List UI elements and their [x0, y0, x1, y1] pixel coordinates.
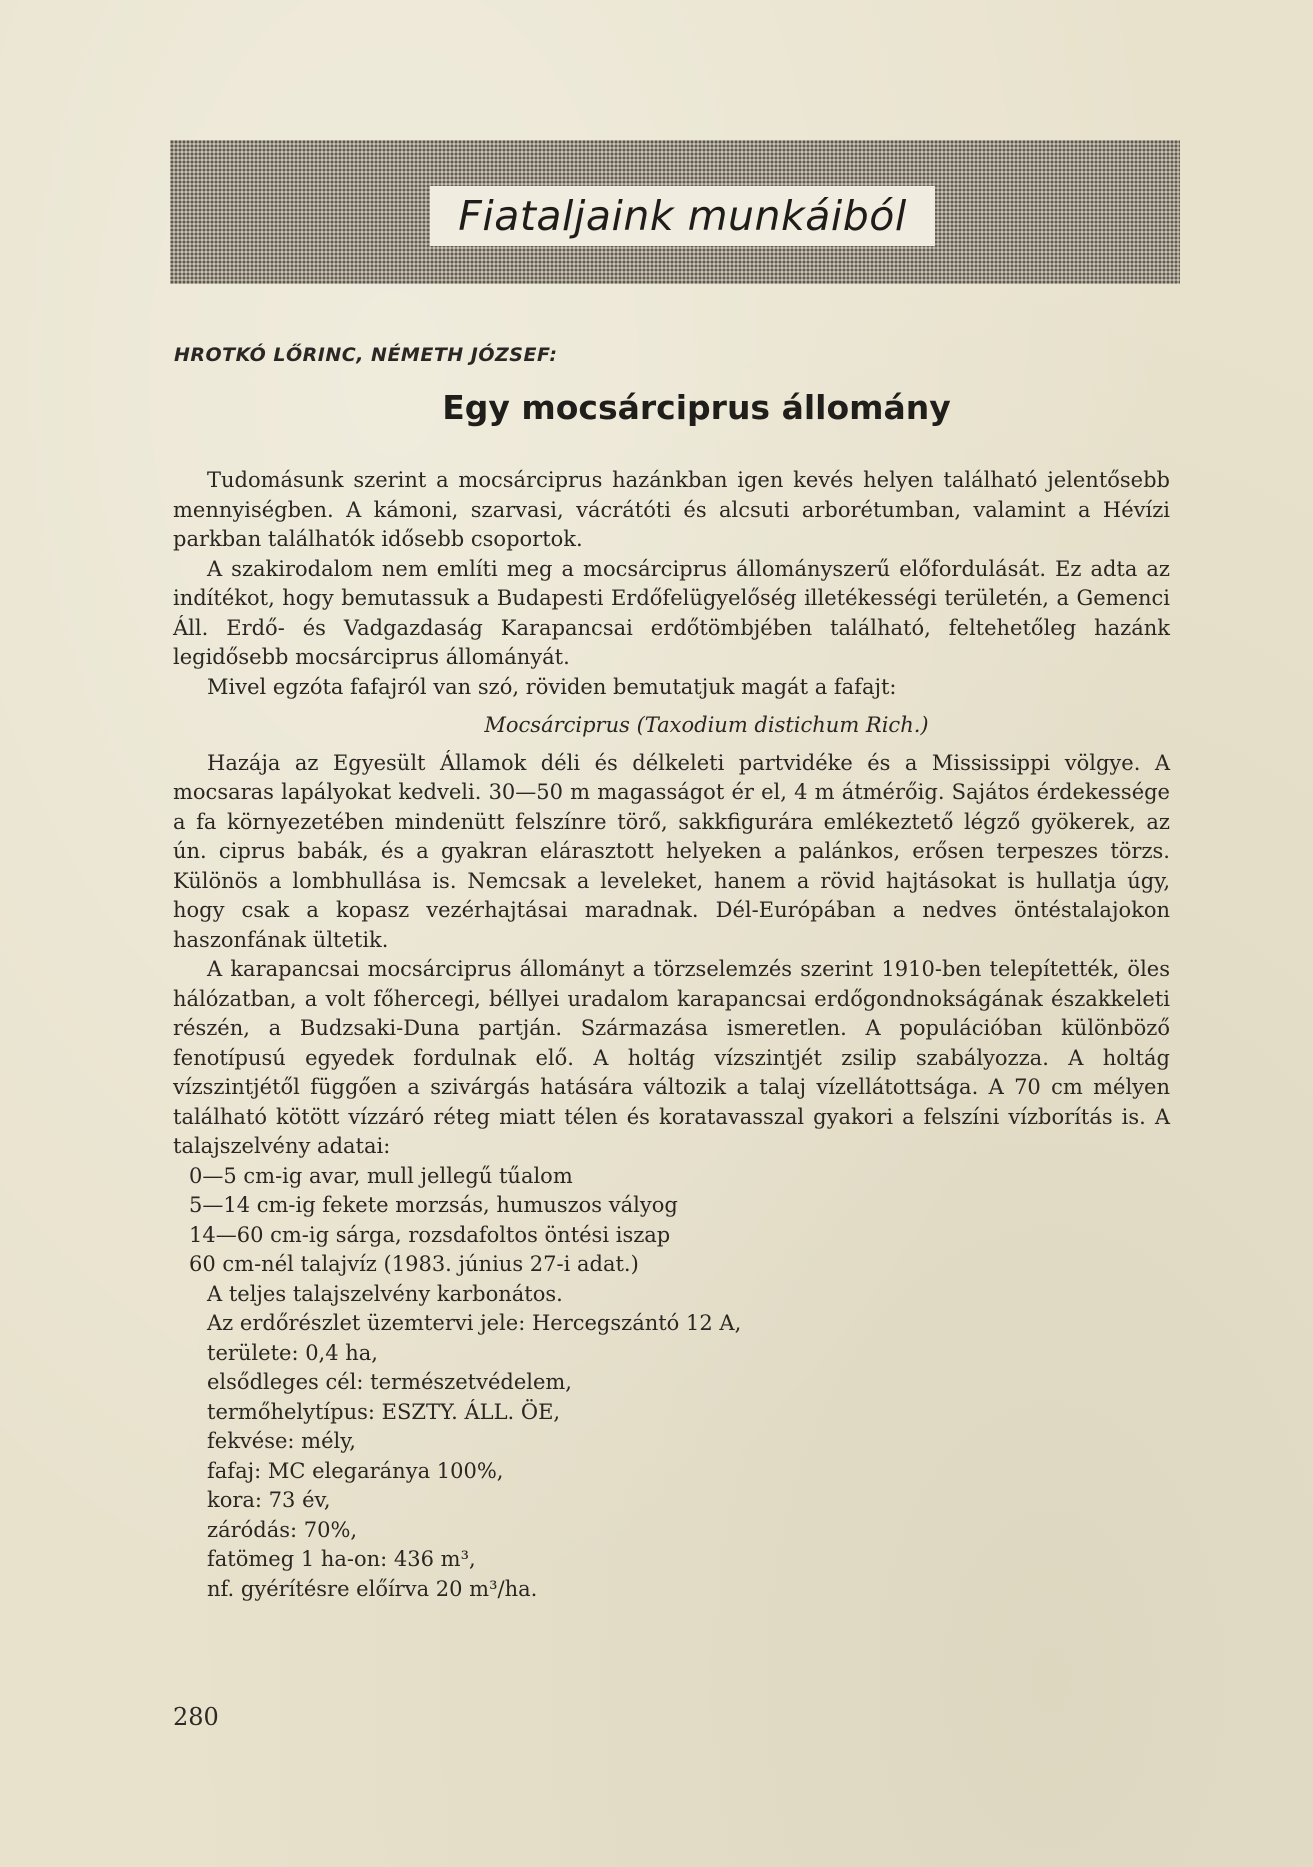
stand-data-item: fatömeg 1 ha-on: 436 m³,	[207, 1547, 476, 1571]
species-paragraph: Hazája az Egyesült Államok déli és délkeleti partvidéke és a Mississippi völgye. A mocsaras lapályokat kedveli. 30—50 m magasságot ér el, 4 m átmérőig. Sajátos érdekessége a fa környezetében mindenütt felszínre törő, sakkfigurára emlékeztető légző gyökerek, az ún. ciprus babák, és a gyakran elárasztott helyeken a palánkos, erősen terpeszes törzs. Különös a lombhullása is. Nemcsak a leveleket, hanem a rövid hajtásokat is hullatja úgy, hogy csak a kopasz vezérhajtásai maradnak. Dél-Európában a nedves öntéstalajokon haszonfának ültetik.	[173, 750, 1170, 952]
intro-paragraph: Tudomásunk szerint a mocsárciprus hazánkban igen kevés helyen található jelentősebb mennyiségben. A kámoni, szarvasi, vácrátóti és alcsuti arborétumban, valamint a Hévízi parkban találhatók idősebb csoportok.	[173, 468, 1170, 551]
soil-profile-item: 60 cm-nél talajvíz (1983. június 27-i adat.)	[189, 1252, 639, 1276]
soil-profile-item: 14—60 cm-ig sárga, rozsdafoltos öntési iszap	[189, 1222, 671, 1247]
stand-data-list	[173, 1309, 1170, 1604]
section-title: Fiataljaink munkáiból	[458, 192, 907, 240]
section-title-box	[430, 186, 935, 246]
stand-data-item: Az erdőrészlet üzemtervi jele: Hercegszántó 12 A,	[207, 1311, 742, 1335]
stand-data-item: területe: 0,4 ha,	[207, 1340, 378, 1365]
page-number: 280	[173, 1703, 219, 1731]
article-body	[173, 466, 1170, 1604]
article-authors: HROTKÓ LŐRINC, NÉMETH JÓZSEF:	[174, 344, 558, 366]
stand-data-item: fekvése: mély,	[207, 1429, 356, 1453]
section-banner	[170, 140, 1180, 284]
soil-profile-list	[173, 1162, 1170, 1280]
stand-data-item: fafaj: MC elegaránya 100%,	[207, 1458, 504, 1483]
soil-profile-item: 0—5 cm-ig avar, mull jellegű tűalom	[189, 1163, 573, 1188]
stand-data-item: termőhelytípus: ESZTY. ÁLL. ÖE,	[207, 1399, 561, 1424]
species-heading: Mocsárciprus (Taxodium distichum Rich.)	[484, 713, 929, 737]
soil-profile-item: 5—14 cm-ig fekete morzsás, humuszos vályog	[189, 1193, 678, 1217]
stand-data-item: záródás: 70%,	[207, 1517, 358, 1542]
stand-data-item: kora: 73 év,	[207, 1488, 331, 1512]
intro-paragraph: A szakirodalom nem említi meg a mocsárciprus állományszerű előfordulását. Ez adta az indítékot, hogy bemutassuk a Budapesti Erdőfelügyelőség illetékességi területén, a Gemenci Áll. Erdő- és Vadgazdaság Karapancsai erdőtömbjében található, feltehetőleg hazánk legidősebb mocsárciprus állományát.	[173, 556, 1170, 669]
stand-data-item: elsődleges cél: természetvédelem,	[207, 1370, 572, 1394]
article-title: Egy mocsárciprus állomány	[442, 388, 951, 427]
stand-paragraph: A karapancsai mocsárciprus állományt a törzselemzés szerint 1910-ben telepítették, öles hálózatban, a volt főhercegi, béllyei uradalom karapancsai erdőgondnokságának északkeleti részén, a Budzsaki-Duna partján. Származása ismeretlen. A populációban különböző fenotípusú egyedek fordulnak elő. A holtág vízszintjét zsilip szabályozza. A holtág vízszintjétől függően a szivárgás hatására változik a talaj vízellátottsága. A 70 cm mélyen található kötött vízzáró réteg miatt télen és koratavasszal gyakori a felszíni vízborítás is. A talajszelvény adatai:	[173, 957, 1170, 1158]
intro-paragraph: Mivel egzóta fafajról van szó, röviden bemutatjuk magát a fafajt:	[207, 674, 897, 699]
carbonate-note: A teljes talajszelvény karbonátos.	[207, 1281, 563, 1306]
stand-data-item: nf. gyérítésre előírva 20 m³/ha.	[207, 1576, 538, 1601]
